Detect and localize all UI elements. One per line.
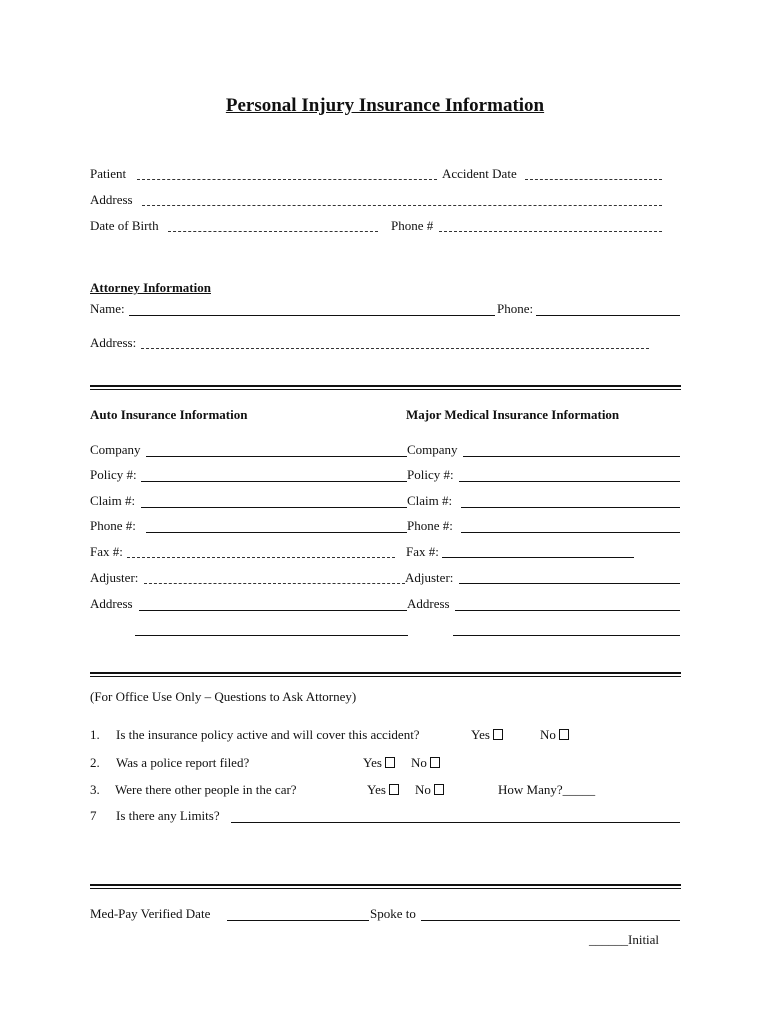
auto-insurance-heading: Auto Insurance Information [90,407,248,422]
question-1-text: Is the insurance policy active and will cover this accident? [116,727,420,742]
medical-address-label: Address [407,596,450,611]
patient-field[interactable] [137,179,437,180]
question-2-yes[interactable] [363,755,395,771]
question-2-number: 2. [90,755,100,770]
auto-policy-label: Policy #: [90,467,137,482]
no-label: No [540,727,556,742]
dob-field[interactable] [168,231,378,232]
auto-company-field[interactable] [146,456,407,457]
medical-address-field[interactable] [455,610,680,611]
yes-checkbox[interactable] [493,729,503,740]
yes-label: Yes [471,727,490,742]
medical-phone-label: Phone #: [407,518,453,533]
question-1-no[interactable] [540,727,569,743]
patient-phone-field[interactable] [439,231,662,232]
yes-checkbox[interactable] [385,757,395,768]
section-divider [90,884,681,886]
accident-date-field[interactable] [525,179,662,180]
no-checkbox[interactable] [559,729,569,740]
attorney-name-label: Name: [90,301,125,316]
no-checkbox[interactable] [434,784,444,795]
medical-policy-field[interactable] [459,481,680,482]
question-3-no[interactable] [415,782,444,798]
no-checkbox[interactable] [430,757,440,768]
question-2-no[interactable] [411,755,440,771]
medpay-date-field[interactable] [227,920,369,921]
accident-date-label: Accident Date [442,166,517,181]
auto-address-field[interactable] [139,610,407,611]
yes-label: Yes [363,755,382,770]
medical-policy-label: Policy #: [407,467,454,482]
medical-fax-label: Fax #: [406,544,439,559]
question-2-text: Was a police report filed? [116,755,250,770]
auto-phone-label: Phone #: [90,518,136,533]
auto-fax-field[interactable] [127,557,395,558]
section-divider [90,888,681,889]
attorney-heading: Attorney Information [90,280,211,295]
spoke-to-field[interactable] [421,920,680,921]
auto-phone-field[interactable] [146,532,407,533]
section-divider [90,385,681,387]
page-title: Personal Injury Insurance Information [225,95,545,116]
auto-claim-field[interactable] [141,507,407,508]
no-label: No [415,782,431,797]
medical-company-label: Company [407,442,458,457]
section-divider [90,676,681,677]
question-4-number: 7 [90,808,97,823]
medical-claim-field[interactable] [461,507,680,508]
medical-address-field-2[interactable] [453,635,680,636]
yes-label: Yes [367,782,386,797]
attorney-address-label: Address: [90,335,137,350]
section-divider [90,672,681,674]
auto-adjuster-field[interactable] [144,583,405,584]
medpay-label: Med-Pay Verified Date [90,906,211,921]
medical-insurance-heading: Major Medical Insurance Information [406,407,620,422]
spoke-to-label: Spoke to [370,906,416,921]
auto-address-label: Address [90,596,133,611]
auto-claim-label: Claim #: [90,493,136,508]
auto-policy-field[interactable] [141,481,407,482]
question-3-number: 3. [90,782,100,797]
medical-phone-field[interactable] [461,532,680,533]
auto-address-field-2[interactable] [135,635,408,636]
medical-fax-field[interactable] [442,557,634,558]
auto-fax-label: Fax #: [90,544,123,559]
section-divider [90,389,681,390]
medical-claim-label: Claim #: [407,493,453,508]
medical-company-field[interactable] [463,456,680,457]
question-4-text: Is there any Limits? [116,808,220,823]
patient-address-label: Address [90,192,133,207]
initial-field[interactable]: ______Initial [589,932,660,947]
auto-company-label: Company [90,442,141,457]
question-1-yes[interactable] [471,727,503,743]
yes-checkbox[interactable] [389,784,399,795]
attorney-address-field[interactable] [141,348,649,349]
patient-label: Patient [90,166,127,181]
patient-address-field[interactable] [142,205,662,206]
no-label: No [411,755,427,770]
attorney-phone-label: Phone: [497,301,534,316]
dob-label: Date of Birth [90,218,159,233]
how-many-field[interactable]: How Many?_____ [498,782,596,797]
auto-adjuster-label: Adjuster: [90,570,139,585]
patient-phone-label: Phone # [391,218,434,233]
limits-field[interactable] [231,822,680,823]
medical-adjuster-label: Adjuster: [405,570,454,585]
question-3-yes[interactable] [367,782,399,798]
question-3-text: Were there other people in the car? [115,782,297,797]
attorney-phone-field[interactable] [536,315,680,316]
office-use-heading: (For Office Use Only – Questions to Ask Attorney) [90,689,357,704]
question-1-number: 1. [90,727,100,742]
medical-adjuster-field[interactable] [459,583,680,584]
attorney-name-field[interactable] [129,315,495,316]
